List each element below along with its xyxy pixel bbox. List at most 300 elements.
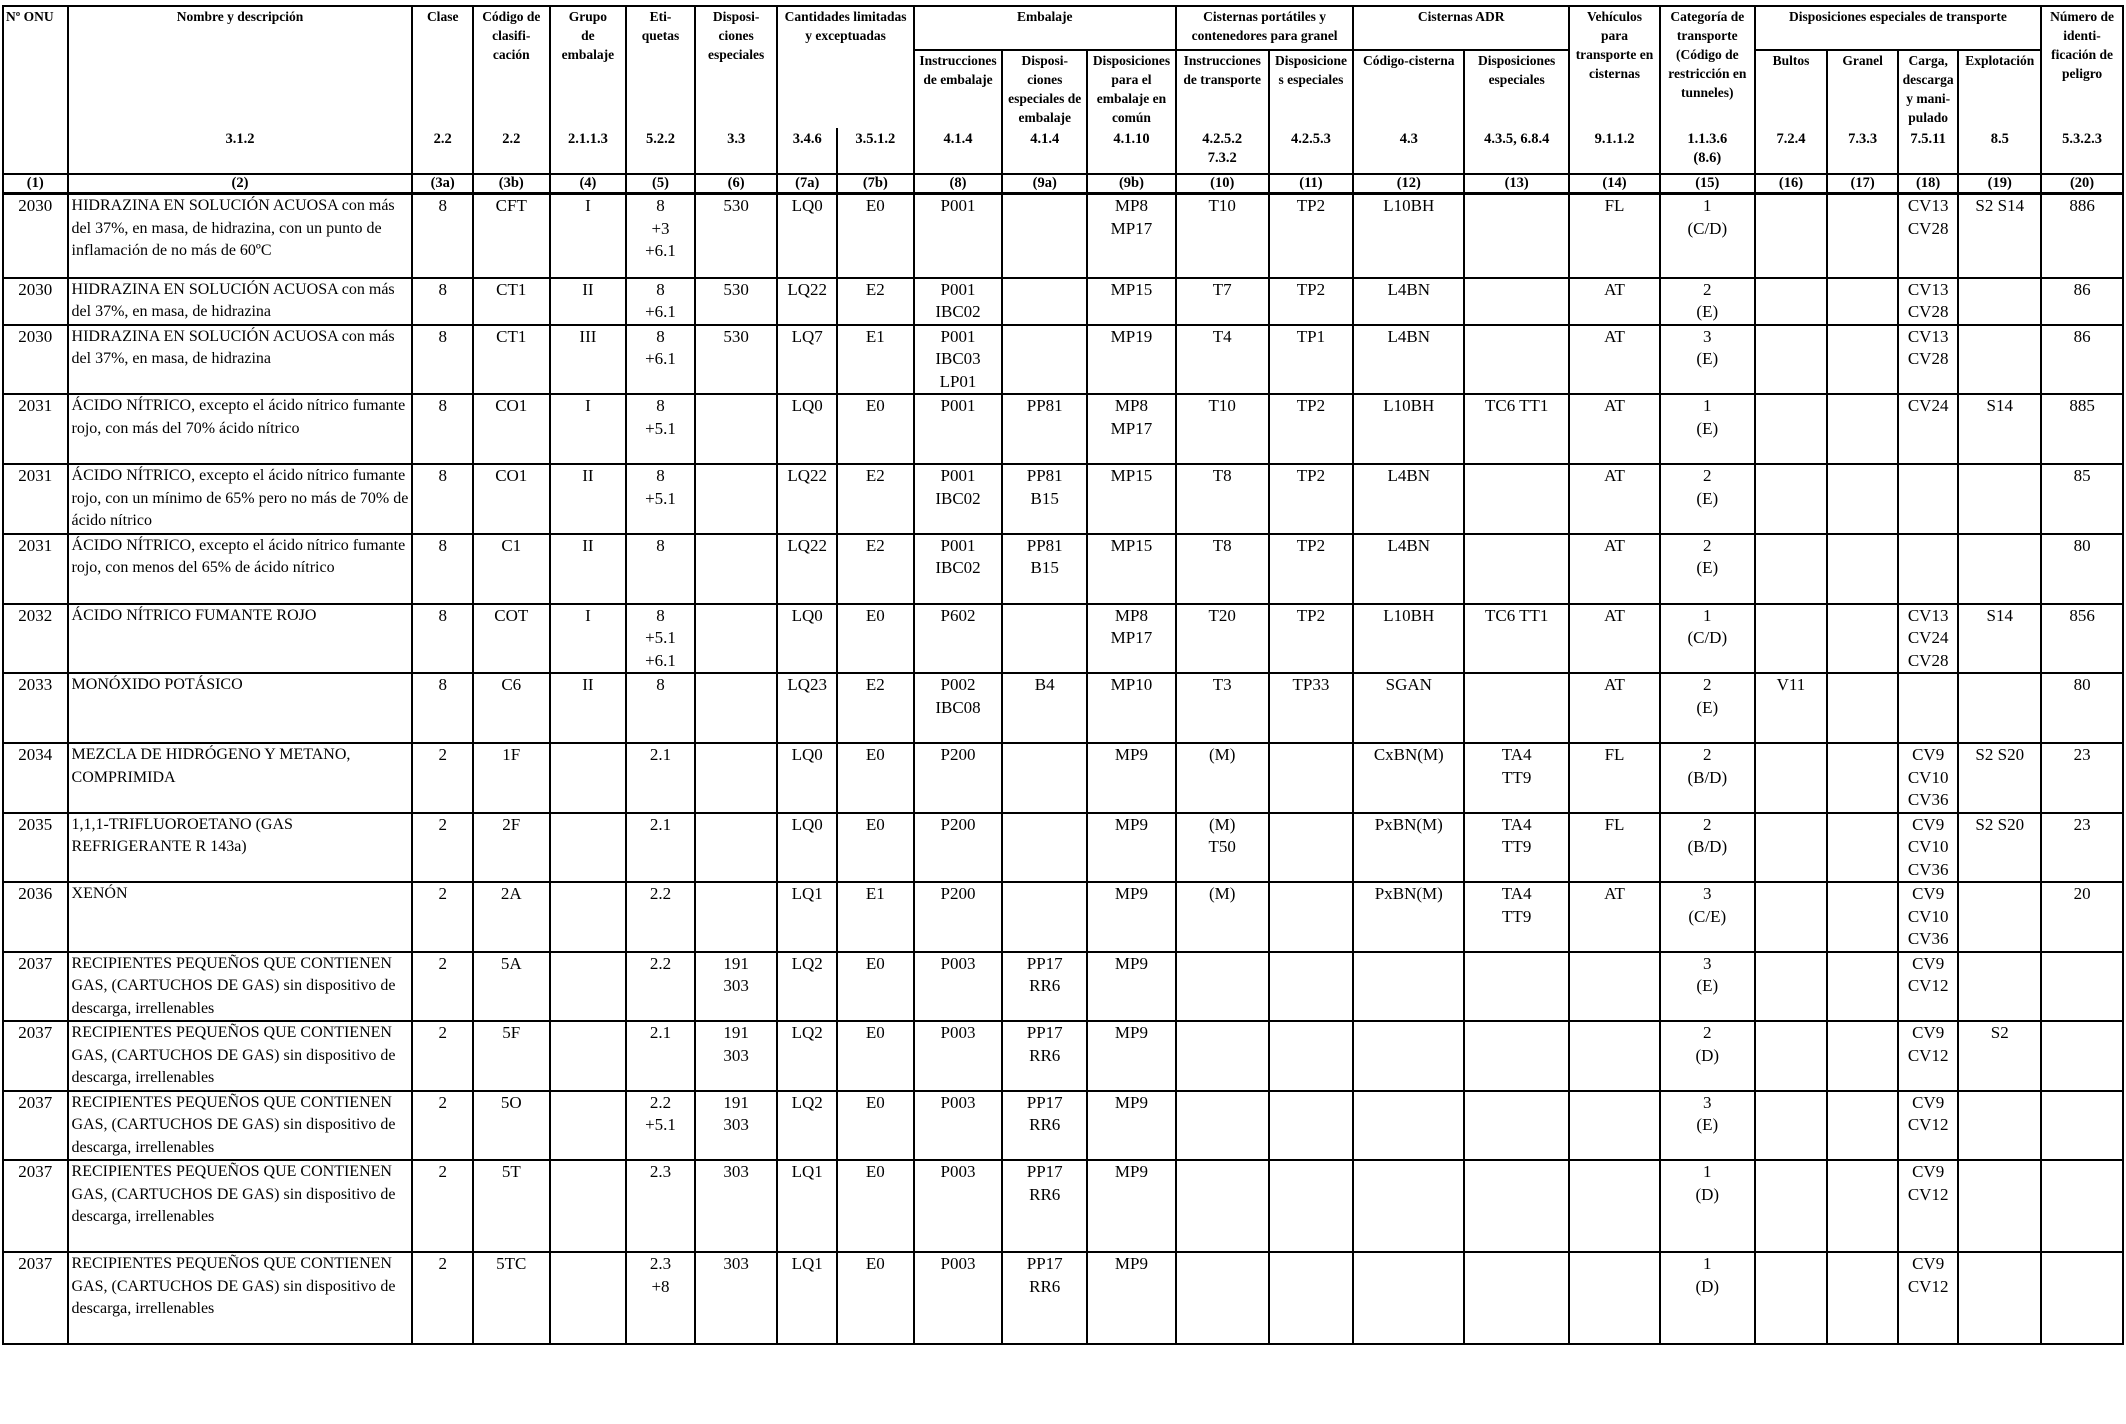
reference-cell: 3.4.6 [777,128,837,174]
data-cell: AT [1569,394,1660,464]
data-cell [1002,813,1087,883]
data-cell: E0 [837,1091,914,1161]
data-cell: E0 [837,813,914,883]
reference-cell: 5.3.2.3 [2041,128,2123,174]
data-cell: 8 +3 +6.1 [626,194,695,278]
table-row [3,882,2123,952]
data-cell [550,1091,627,1161]
data-cell [1464,952,1569,1022]
data-cell: 8 +5.1 [626,464,695,534]
data-cell [1269,1252,1354,1344]
data-cell: C1 [473,534,550,604]
data-cell: TP2 [1269,604,1354,674]
data-cell: E0 [837,394,914,464]
data-cell: 2 (E) [1660,534,1755,604]
data-cell: MP15 [1087,534,1176,604]
data-cell [1958,325,2041,395]
data-cell: TP33 [1269,673,1354,743]
data-cell: 886 [2041,194,2123,278]
data-cell: 1 (C/D) [1660,194,1755,278]
data-cell [695,882,778,952]
data-cell: 530 [695,194,778,278]
data-cell: T3 [1176,673,1269,743]
header-packing-instructions: Instrucciones de embalaje [914,50,1003,128]
data-cell [1755,813,1828,883]
data-cell: 3 (E) [1660,325,1755,395]
data-cell [1958,1091,2041,1161]
data-cell: 2.2 +5.1 [626,1091,695,1161]
data-cell: 2 (D) [1660,1021,1755,1091]
data-cell: 2 (E) [1660,673,1755,743]
data-cell [1827,604,1898,674]
data-cell: 20 [2041,882,2123,952]
data-cell [1464,464,1569,534]
data-cell [695,464,778,534]
description-cell: RECIPIENTES PEQUEÑOS QUE CONTIENEN GAS, (CARTUCHOS DE GAS) sin dispositivo de descarga, irrellenables [68,1160,413,1252]
data-cell: LQ0 [777,813,837,883]
data-cell [1755,743,1828,813]
table-row [3,1252,2123,1344]
data-cell: 2 [412,952,473,1022]
table-row [3,604,2123,674]
data-cell: AT [1569,534,1660,604]
reference-cell [3,128,68,174]
data-cell: TC6 TT1 [1464,394,1569,464]
data-cell [1002,743,1087,813]
data-cell [1176,1091,1269,1161]
reference-cell: 3.3 [695,128,778,174]
dangerous-goods-table [2,5,2124,1345]
data-cell: PxBN(M) [1353,882,1464,952]
data-cell [1269,1021,1354,1091]
data-cell: T10 [1176,394,1269,464]
data-cell [1827,194,1898,278]
data-cell: 1 (C/D) [1660,604,1755,674]
data-cell [1827,278,1898,325]
data-cell: P200 [914,743,1003,813]
data-cell: 5O [473,1091,550,1161]
data-cell [1269,813,1354,883]
column-number-cell: (7a) [777,174,837,194]
header-loading-handling: Carga, descarga y mani- pulado [1898,50,1959,128]
data-cell: 8 [626,534,695,604]
data-cell [1353,1091,1464,1161]
data-cell [1958,278,2041,325]
data-cell [1176,1252,1269,1344]
data-cell: 2 (B/D) [1660,743,1755,813]
data-cell [1464,534,1569,604]
data-cell: PP81 [1002,394,1087,464]
table-row [3,534,2123,604]
data-cell [1827,813,1898,883]
data-cell [1176,952,1269,1022]
table-row [3,278,2123,325]
column-number-cell: (1) [3,174,68,194]
header-special-transport-group: Disposiciones especiales de transporte [1755,6,2041,50]
data-cell: P002 IBC08 [914,673,1003,743]
data-cell: 5A [473,952,550,1022]
data-cell: LQ1 [777,882,837,952]
data-cell: AT [1569,278,1660,325]
data-cell [1002,325,1087,395]
data-cell: P001 IBC02 [914,534,1003,604]
data-cell: LQ22 [777,464,837,534]
data-cell: 86 [2041,325,2123,395]
data-cell: II [550,464,627,534]
data-cell: CV13 CV28 [1898,325,1959,395]
data-cell: 2 (E) [1660,278,1755,325]
data-cell [1464,325,1569,395]
reference-cell: 5.2.2 [626,128,695,174]
data-cell: PP81 B15 [1002,464,1087,534]
data-cell: 3 (C/E) [1660,882,1755,952]
data-cell [1269,743,1354,813]
reference-cell: 4.1.4 [1002,128,1087,174]
data-cell: 2.3 +8 [626,1252,695,1344]
data-cell [1827,464,1898,534]
data-cell: S2 [1958,1021,2041,1091]
un-number-cell: 2031 [3,394,68,464]
data-cell: 23 [2041,813,2123,883]
data-cell: MP8 MP17 [1087,394,1176,464]
reference-cell: 4.1.10 [1087,128,1176,174]
un-number-cell: 2032 [3,604,68,674]
data-cell: 8 [412,534,473,604]
data-cell [1827,952,1898,1022]
table-row [3,1160,2123,1252]
data-cell: MP9 [1087,1021,1176,1091]
data-cell: T7 [1176,278,1269,325]
header-tank-special-provisions: Disposicione s especiales [1269,50,1354,128]
data-cell: E2 [837,464,914,534]
data-cell: 2.3 [626,1160,695,1252]
data-cell: FL [1569,813,1660,883]
data-cell [550,813,627,883]
column-number-cell: (10) [1176,174,1269,194]
data-cell: PP17 RR6 [1002,1021,1087,1091]
data-cell [2041,1252,2123,1344]
data-cell: 191 303 [695,1091,778,1161]
table-row [3,813,2123,883]
data-cell: TP1 [1269,325,1354,395]
data-cell [1176,1160,1269,1252]
data-cell: 2 [412,813,473,883]
data-cell: T10 [1176,194,1269,278]
header-mixed-packing-provisions: Disposiciones para el embalaje en común [1087,50,1176,128]
data-cell: L4BN [1353,534,1464,604]
data-cell [1755,882,1828,952]
data-cell: LQ7 [777,325,837,395]
data-cell: 8 +5.1 +6.1 [626,604,695,674]
column-number-cell: (5) [626,174,695,194]
data-cell: MP8 MP17 [1087,604,1176,674]
header-un-number: Nº ONU [3,6,68,128]
header-class: Clase [412,6,473,128]
data-cell: T8 [1176,534,1269,604]
un-number-cell: 2037 [3,952,68,1022]
data-cell: CV13 CV28 [1898,194,1959,278]
data-cell: 5T [473,1160,550,1252]
data-cell: 2 [412,882,473,952]
data-cell: S14 [1958,394,2041,464]
data-cell [1002,194,1087,278]
data-cell: TP2 [1269,194,1354,278]
data-cell: 856 [2041,604,2123,674]
header-hazard-id-number: Número de identi- ficación de peligro [2041,6,2123,128]
data-cell: 5TC [473,1252,550,1344]
un-number-cell: 2037 [3,1252,68,1344]
data-cell [1958,1160,2041,1252]
data-cell: CV9 CV10 CV36 [1898,743,1959,813]
data-cell: 530 [695,325,778,395]
data-cell: 23 [2041,743,2123,813]
data-cell: P001 IBC02 [914,464,1003,534]
data-cell: P200 [914,813,1003,883]
data-cell: MP9 [1087,952,1176,1022]
data-cell: FL [1569,743,1660,813]
data-cell: 8 [412,604,473,674]
data-cell [550,882,627,952]
data-cell: 2.1 [626,743,695,813]
data-cell: 2 [412,1160,473,1252]
data-cell: CV9 CV10 CV36 [1898,813,1959,883]
data-cell [1464,1160,1569,1252]
data-cell: 3 (E) [1660,952,1755,1022]
header-labels: Eti- quetas [626,6,695,128]
data-cell: CO1 [473,394,550,464]
data-cell: TA4 TT9 [1464,882,1569,952]
column-number-cell: (7b) [837,174,914,194]
header-adr-special-provisions: Disposiciones especiales [1464,50,1569,128]
data-cell [1353,1160,1464,1252]
data-cell: TP2 [1269,534,1354,604]
column-number-cell: (20) [2041,174,2123,194]
data-cell: I [550,194,627,278]
column-number-cell: (6) [695,174,778,194]
data-cell: MP8 MP17 [1087,194,1176,278]
data-cell [1755,325,1828,395]
un-number-cell: 2033 [3,673,68,743]
data-cell: L4BN [1353,464,1464,534]
data-cell [1464,278,1569,325]
data-cell [1755,1091,1828,1161]
data-cell [1755,604,1828,674]
data-cell: MP9 [1087,882,1176,952]
data-cell: 8 +5.1 [626,394,695,464]
data-cell: 8 [626,673,695,743]
data-cell: P003 [914,1160,1003,1252]
column-number-cell: (19) [1958,174,2041,194]
data-cell: CV13 CV24 CV28 [1898,604,1959,674]
un-number-cell: 2034 [3,743,68,813]
data-cell [1827,1252,1898,1344]
data-cell [1827,1091,1898,1161]
data-cell [1898,534,1959,604]
column-number-cell: (18) [1898,174,1959,194]
data-cell [1755,534,1828,604]
table-row [3,952,2123,1022]
data-cell: PP17 RR6 [1002,1091,1087,1161]
data-cell: 2 (E) [1660,464,1755,534]
description-cell: RECIPIENTES PEQUEÑOS QUE CONTIENEN GAS, (CARTUCHOS DE GAS) sin dispositivo de descarga, irrellenables [68,1091,413,1161]
data-cell: P003 [914,1252,1003,1344]
data-cell: 2.1 [626,1021,695,1091]
description-cell: ÁCIDO NÍTRICO, excepto el ácido nítrico fumante rojo, con un mínimo de 65% pero no más de 70% de ácido nítrico [68,464,413,534]
reference-cell: 7.2.4 [1755,128,1828,174]
data-cell: 8 [412,278,473,325]
data-cell [1827,1021,1898,1091]
data-cell: P001 [914,194,1003,278]
data-cell [1464,1091,1569,1161]
header-portable-tanks-group: Cisternas portátiles y contenedores para granel [1176,6,1354,50]
data-cell: P003 [914,1091,1003,1161]
data-cell: (M) [1176,743,1269,813]
table-row [3,673,2123,743]
data-cell [1464,673,1569,743]
data-cell: CV9 CV12 [1898,1252,1959,1344]
data-cell [1464,194,1569,278]
data-cell: E2 [837,673,914,743]
data-cell: E0 [837,194,914,278]
reference-cell: 4.1.4 [914,128,1003,174]
data-cell: MP19 [1087,325,1176,395]
data-cell: LQ0 [777,743,837,813]
data-cell [1827,394,1898,464]
data-cell: TA4 TT9 [1464,743,1569,813]
data-cell: LQ0 [777,604,837,674]
reference-cell: 9.1.1.2 [1569,128,1660,174]
un-number-cell: 2031 [3,534,68,604]
header-bulk: Granel [1827,50,1898,128]
un-number-cell: 2037 [3,1021,68,1091]
data-cell: TC6 TT1 [1464,604,1569,674]
data-cell: FL [1569,194,1660,278]
data-cell [1958,534,2041,604]
description-cell: MONÓXIDO POTÁSICO [68,673,413,743]
data-cell: LQ1 [777,1160,837,1252]
data-cell: E0 [837,1160,914,1252]
description-cell: MEZCLA DE HIDRÓGENO Y METANO, COMPRIMIDA [68,743,413,813]
data-cell [550,743,627,813]
data-cell [2041,1021,2123,1091]
data-cell: MP9 [1087,1252,1176,1344]
data-cell: V11 [1755,673,1828,743]
header-tank-code: Código-cisterna [1353,50,1464,128]
column-number-cell: (8) [914,174,1003,194]
data-cell: II [550,278,627,325]
data-cell: P003 [914,952,1003,1022]
data-cell: C6 [473,673,550,743]
reference-cell: 4.2.5.3 [1269,128,1354,174]
un-number-cell: 2030 [3,325,68,395]
data-cell: 2.2 [626,882,695,952]
column-number-cell: (9b) [1087,174,1176,194]
data-cell: MP9 [1087,813,1176,883]
data-cell [1269,952,1354,1022]
data-cell [550,1021,627,1091]
data-cell: MP9 [1087,1091,1176,1161]
data-cell: E0 [837,952,914,1022]
data-cell [2041,952,2123,1022]
column-number-cell: (2) [68,174,413,194]
column-number-cell: (16) [1755,174,1828,194]
data-cell: AT [1569,604,1660,674]
data-cell: CV9 CV10 CV36 [1898,882,1959,952]
data-cell [1827,743,1898,813]
data-cell: 303 [695,1252,778,1344]
data-cell: (M) T50 [1176,813,1269,883]
data-cell [1958,882,2041,952]
data-cell: E1 [837,882,914,952]
data-cell [1002,278,1087,325]
un-number-cell: 2030 [3,278,68,325]
data-cell: 2A [473,882,550,952]
reference-cell: 4.2.5.2 7.3.2 [1176,128,1269,174]
data-cell: B4 [1002,673,1087,743]
data-cell: E1 [837,325,914,395]
data-cell: 80 [2041,534,2123,604]
header-special-packing-provisions: Disposi- ciones especiales de embalaje [1002,50,1087,128]
reference-cell: 4.3 [1353,128,1464,174]
data-cell: AT [1569,464,1660,534]
data-cell: MP9 [1087,1160,1176,1252]
data-cell: TP2 [1269,464,1354,534]
data-cell: I [550,604,627,674]
data-cell [1002,882,1087,952]
data-cell: CT1 [473,325,550,395]
data-cell: LQ0 [777,394,837,464]
data-cell: 2 (B/D) [1660,813,1755,883]
data-cell: PP17 RR6 [1002,952,1087,1022]
data-cell [1827,325,1898,395]
data-cell: S2 S20 [1958,813,2041,883]
table-row [3,325,2123,395]
table-body [3,194,2123,1345]
data-cell: S14 [1958,604,2041,674]
data-cell [2041,1160,2123,1252]
data-cell: PP81 B15 [1002,534,1087,604]
data-cell: SGAN [1353,673,1464,743]
data-cell: AT [1569,325,1660,395]
un-number-cell: 2031 [3,464,68,534]
table-row [3,464,2123,534]
data-cell: MP10 [1087,673,1176,743]
data-cell: AT [1569,882,1660,952]
column-number-cell: (3b) [473,174,550,194]
data-cell: L4BN [1353,278,1464,325]
column-number-cell: (4) [550,174,627,194]
data-cell: T8 [1176,464,1269,534]
data-cell [1755,394,1828,464]
data-cell: L10BH [1353,604,1464,674]
data-cell: II [550,534,627,604]
reference-cell: 3.5.1.2 [837,128,914,174]
data-cell [695,534,778,604]
description-cell: ÁCIDO NÍTRICO, excepto el ácido nítrico fumante rojo, con menos del 65% de ácido nítrico [68,534,413,604]
data-cell: 1 (D) [1660,1160,1755,1252]
data-cell [1827,534,1898,604]
data-cell: CO1 [473,464,550,534]
data-cell [1269,882,1354,952]
data-cell: 2 [412,1021,473,1091]
reference-cell: 1.1.3.6 (8.6) [1660,128,1755,174]
data-cell: CV9 CV12 [1898,952,1959,1022]
column-number-cell: (11) [1269,174,1354,194]
data-cell [1755,464,1828,534]
data-cell [550,1160,627,1252]
data-cell: 1 (E) [1660,394,1755,464]
data-cell: CV9 CV12 [1898,1160,1959,1252]
